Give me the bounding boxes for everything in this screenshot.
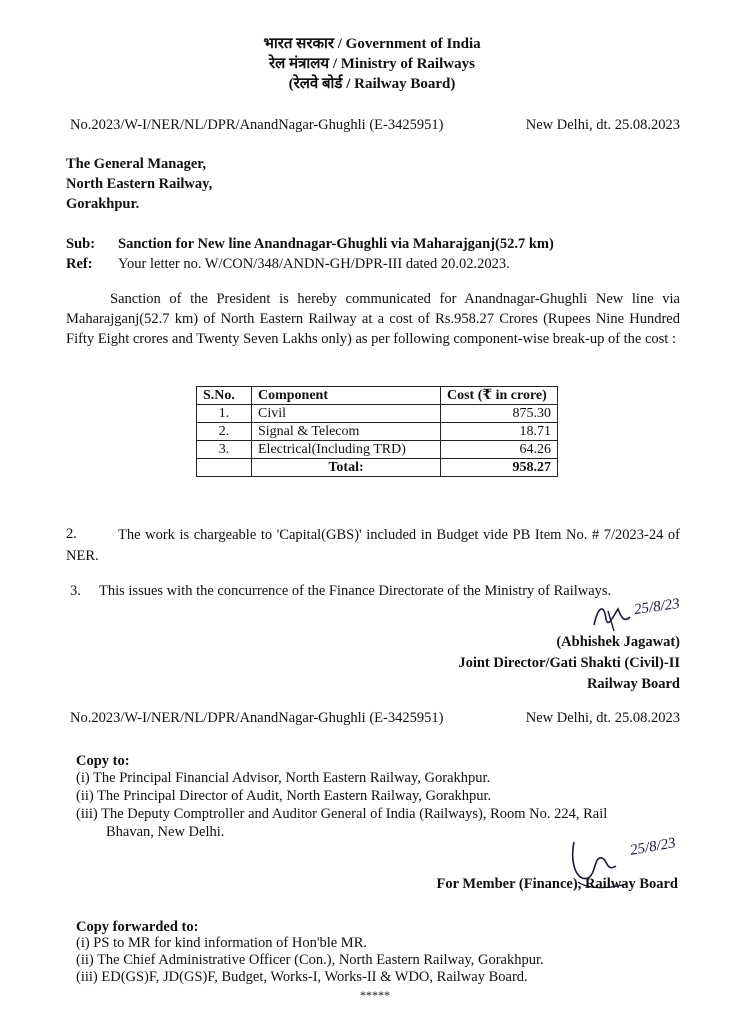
signature-block	[458, 632, 680, 695]
paragraph-2-number: 2.	[66, 526, 77, 542]
letterhead-line-2: रेल मंत्रालय / Ministry of Railways	[269, 56, 475, 72]
table-row	[197, 441, 558, 459]
paragraph-3: This issues with the concurrence of the Finance Directorate of the Ministry of Railways.	[99, 583, 612, 599]
addressee-block	[66, 154, 212, 214]
table-header-row	[197, 387, 558, 405]
signatory-name: (Abhishek Jagawat)	[556, 634, 680, 650]
table-cell: 18.71	[441, 423, 558, 441]
copy-forwarded-list	[76, 935, 544, 986]
for-member-finance-line: For Member (Finance), Railway Board	[436, 876, 678, 892]
ref-text: Your letter no. W/CON/348/ANDN-GH/DPR-III dated 20.02.2023.	[118, 256, 510, 272]
copy-to-list	[76, 769, 607, 841]
subject-text: Sanction for New line Anandnagar-Ghughli via Maharajganj(52.7 km)	[118, 236, 554, 252]
list-item: (ii) The Chief Administrative Officer (Con.), North Eastern Railway, Gorakhpur.	[76, 952, 544, 968]
list-item: (ii) The Principal Director of Audit, North Eastern Railway, Gorakhpur.	[76, 788, 492, 804]
table-row	[197, 405, 558, 423]
addressee-line: Gorakhpur.	[66, 196, 140, 212]
table-header: Cost (₹ in crore)	[441, 387, 558, 405]
table-cell: 875.30	[441, 405, 558, 423]
paragraph-2: The work is chargeable to 'Capital(GBS)' included in Budget vide PB Item No. # 7/2023-24 of NER.	[66, 527, 680, 564]
table-cell: Electrical(Including TRD)	[252, 441, 441, 459]
reference-line	[70, 116, 680, 134]
table-header: S.No.	[197, 387, 252, 405]
signature-date-2: 25/8/23	[628, 835, 677, 859]
end-mark: *****	[360, 988, 390, 1002]
paragraph-3-number: 3.	[70, 583, 81, 599]
subject-label: Sub:	[66, 236, 96, 252]
copy-to-title: Copy to:	[76, 753, 130, 769]
addressee-line: North Eastern Railway,	[66, 176, 213, 192]
copy-forwarded-title: Copy forwarded to:	[76, 919, 199, 935]
paragraph-1: Sanction of the President is hereby communicated for Anandnagar-Ghughli New line via Maharajganj(52.7 km) of North Eastern Railway at a cost of Rs.958.27 Crores (Rupees Nine Hundred Fifty Eight crores and Twenty Seven Lakhs only) as per following component-wise break-up of the cost :	[66, 291, 680, 347]
table-cell: 64.26	[441, 441, 558, 459]
reference-number: No.2023/W-I/NER/NL/DPR/AnandNagar-Ghughli (E-3425951)	[70, 117, 444, 133]
table-cell: 2.	[197, 423, 252, 441]
list-item: (i) The Principal Financial Advisor, North Eastern Railway, Gorakhpur.	[76, 770, 491, 786]
table-cell: Signal & Telecom	[252, 423, 441, 441]
table-cell	[197, 459, 252, 477]
ref-label: Ref:	[66, 256, 93, 272]
list-item: (iii) The Deputy Comptroller and Auditor General of India (Railways), Room No. 224, Rail	[76, 806, 608, 822]
list-item: Bhavan, New Delhi.	[106, 824, 225, 840]
letterhead-line-1: भारत सरकार / Government of India	[263, 36, 481, 52]
signature-date-1: 25/8/23	[633, 595, 681, 619]
table-header: Component	[252, 387, 441, 405]
table-total-row	[197, 459, 558, 477]
reference-date: New Delhi, dt. 25.08.2023	[525, 117, 680, 133]
signatory-office: Railway Board	[586, 676, 680, 692]
table-cell: Civil	[252, 405, 441, 423]
table-total-label: Total:	[252, 459, 441, 477]
cost-table	[196, 386, 558, 477]
list-item: (iii) ED(GS)F, JD(GS)F, Budget, Works-I, Works-II & WDO, Railway Board.	[76, 969, 528, 985]
letterhead	[0, 34, 744, 94]
reference-number: No.2023/W-I/NER/NL/DPR/AnandNagar-Ghughli (E-3425951)	[70, 710, 444, 726]
table-cell: 1.	[197, 405, 252, 423]
list-item: (i) PS to MR for kind information of Hon'ble MR.	[76, 935, 367, 951]
letterhead-line-3: (रेलवे बोर्ड / Railway Board)	[288, 76, 456, 92]
signatory-designation: Joint Director/Gati Shakti (Civil)-II	[458, 655, 680, 671]
reference-line-2	[70, 709, 680, 727]
table-total-value: 958.27	[441, 459, 558, 477]
addressee-line: The General Manager,	[66, 156, 207, 172]
reference-date: New Delhi, dt. 25.08.2023	[525, 710, 680, 726]
table-row	[197, 423, 558, 441]
table-cell: 3.	[197, 441, 252, 459]
